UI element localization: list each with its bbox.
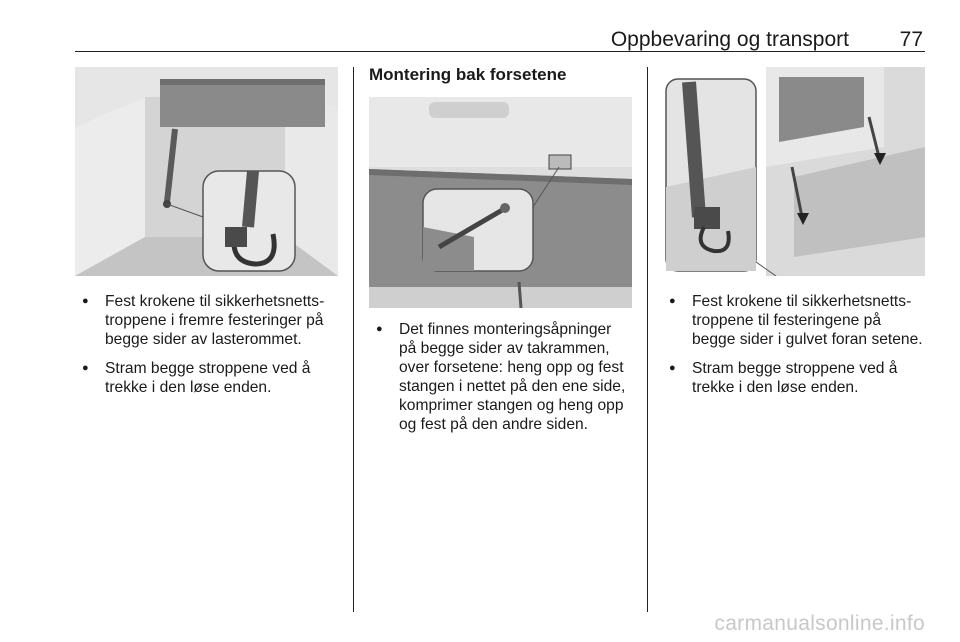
roof-mounting-opening-illustration [369, 97, 632, 308]
floor-mounting-strap-illustration [664, 67, 925, 276]
list-item [80, 292, 345, 349]
header-rule [75, 51, 925, 52]
bullet-text: Stram begge stroppene ved å trekke i den løse enden. [105, 360, 311, 396]
list-item [80, 359, 345, 397]
middle-bullet-list [374, 320, 639, 444]
page-header [75, 22, 925, 52]
watermark: carmanualsonline.info [714, 612, 925, 635]
column-divider-right [647, 67, 648, 612]
bullet-text: Stram begge stroppene ved å trekke i den løse enden. [692, 360, 898, 396]
left-bullet-list [80, 292, 345, 407]
chapter-title: Oppbevaring og transport [610, 28, 849, 51]
section-heading: Montering bak forsetene [369, 65, 567, 84]
list-item [667, 359, 937, 397]
bullet-text: Det finnes monteringsåpninger på begge sider av takrammen, over forsetene: heng opp og fest stangen i nettet på den ene side, komprimer stangen og heng opp og fest på den andre siden. [399, 321, 626, 433]
cargo-net-strap-illustration [75, 67, 338, 276]
bullet-text: Fest krokene til sikkerhetsnetts- troppene til festeringene på begge sider i gulvet foran setene. [692, 293, 923, 348]
right-bullet-list [667, 292, 937, 407]
bullet-text: Fest krokene til sikkerhetsnetts- troppene i fremre festeringer på begge sider av lasterommet. [105, 293, 325, 348]
list-item [667, 292, 937, 349]
page-number: 77 [899, 28, 923, 51]
list-item [374, 320, 639, 434]
column-divider-left [353, 67, 354, 612]
